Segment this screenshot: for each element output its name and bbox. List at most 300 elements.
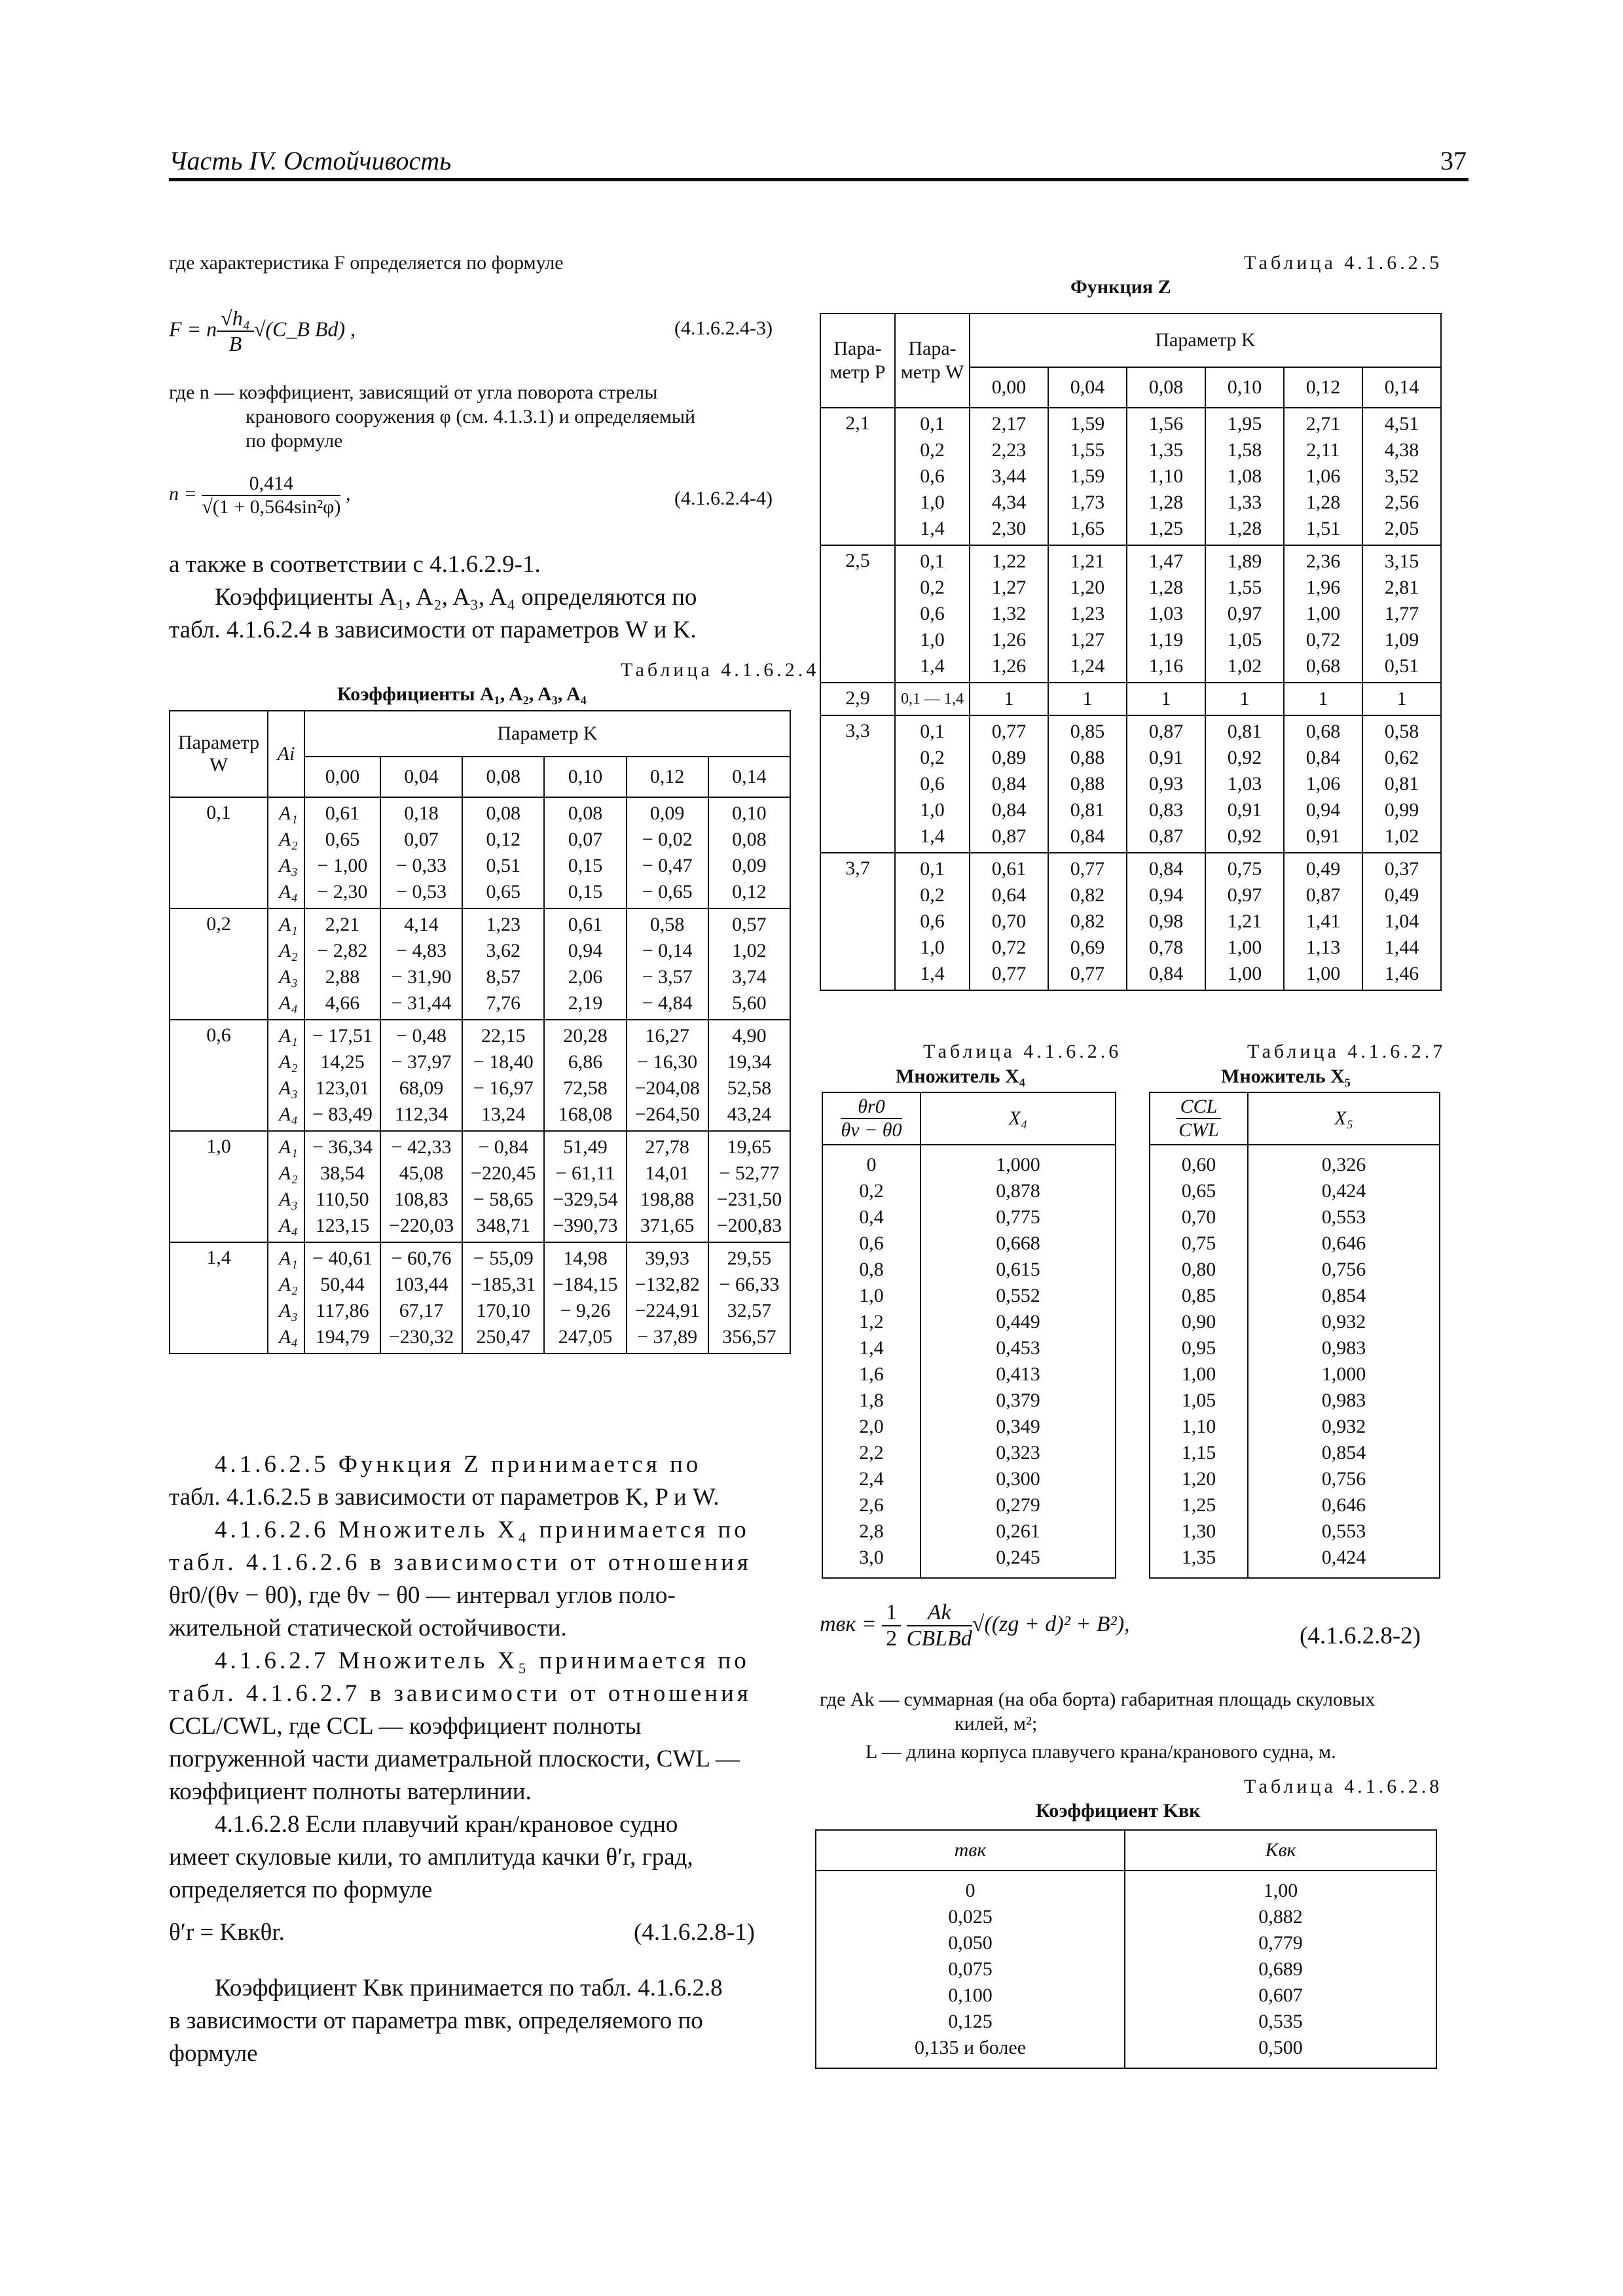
table-5-w-cell bbox=[895, 715, 970, 853]
table-6-x-cell-value: 0,300 bbox=[996, 1468, 1040, 1490]
table-4-value: − 60,76 bbox=[391, 1247, 452, 1269]
table-5-value-cell-value: 0,81 bbox=[1070, 799, 1105, 821]
table-5-p-cell: 3,7 bbox=[820, 853, 895, 990]
table-8-label: Таблица 4.1.6.2.8 bbox=[1244, 1776, 1443, 1797]
formula-f-fraction bbox=[217, 306, 254, 356]
table-7-x-cell-value: 0,553 bbox=[1321, 1520, 1366, 1542]
table-7-x-cell-value: 0,424 bbox=[1321, 1180, 1366, 1202]
table-5-k-header: 0,00 bbox=[970, 367, 1048, 408]
table-6-x-cell-value: 0,552 bbox=[996, 1285, 1040, 1306]
table-5-w-cell-value: 0,6 bbox=[920, 910, 945, 932]
table-5-value-cell-value: 0,91 bbox=[1148, 747, 1184, 768]
table-5-value-cell-value: 2,30 bbox=[991, 518, 1027, 539]
table-4-value: 14,98 bbox=[563, 1247, 608, 1269]
table-5-value-cell-value: 1,28 bbox=[1148, 492, 1184, 513]
table-4-a-label: A₂ bbox=[279, 1051, 298, 1073]
table-5-w-cell-value: 0,1 — 1,4 bbox=[901, 691, 964, 708]
table-5-p-cell: 2,1 bbox=[820, 408, 895, 545]
table-5-p-cell: 2,5 bbox=[820, 545, 895, 683]
table-6-header-den: θv − θ0 bbox=[841, 1119, 902, 1141]
table-row bbox=[170, 797, 790, 908]
table-4-value: 0,15 bbox=[568, 881, 603, 903]
table-6-ratio-cell-value: 1,8 bbox=[859, 1390, 884, 1411]
table-5-value-cell-value: 1,65 bbox=[1070, 518, 1105, 539]
formula-n bbox=[169, 473, 350, 518]
table-7-x-cell-value: 0,756 bbox=[1321, 1468, 1366, 1490]
table-8-m-cell-value: 0 bbox=[965, 1880, 976, 1901]
table-5-value-cell-value: 0,37 bbox=[1384, 858, 1419, 880]
where-n-line-3: по формуле bbox=[246, 430, 343, 452]
table-5-value-cell-value: 1,02 bbox=[1227, 655, 1262, 677]
table-5-value-cell bbox=[1284, 715, 1362, 853]
table-5-value-cell-value: 2,56 bbox=[1384, 492, 1419, 513]
table-4-value: − 36,34 bbox=[312, 1136, 373, 1158]
table-5-value-cell bbox=[1362, 408, 1441, 545]
para-7-line-4: погруженной части диаметральной плоскости, CWL — bbox=[169, 1746, 740, 1772]
table-4-value: 0,08 bbox=[568, 802, 603, 824]
table-8-k-cell-value: 0,779 bbox=[1258, 1932, 1303, 1954]
table-7-ratio-cell bbox=[1150, 1145, 1248, 1578]
table-5-value-cell-value: 0,92 bbox=[1227, 747, 1262, 768]
table-5-value-cell bbox=[1205, 853, 1284, 990]
table-5-value-cell-value: 0,94 bbox=[1148, 884, 1184, 906]
table-5-w-cell-value: 0,1 bbox=[920, 413, 945, 435]
table-5-value-cell-value: 1 bbox=[1004, 688, 1014, 709]
table-5-value-cell-value: 1,35 bbox=[1148, 439, 1184, 461]
table-7-ratio-cell-value: 0,65 bbox=[1181, 1180, 1216, 1202]
table-row bbox=[820, 853, 1441, 990]
table-5-value-cell bbox=[1205, 715, 1284, 853]
table-5-w-cell-value: 1,4 bbox=[920, 518, 945, 539]
where-n-line-1: где n — коэффициент, зависящий от угла поворота стрелы bbox=[169, 382, 658, 403]
table-5-value-cell-value: 0,81 bbox=[1384, 773, 1419, 795]
table-5-w-cell-value: 0,2 bbox=[920, 884, 945, 906]
table-5-value-cell-value: 1,00 bbox=[1227, 937, 1262, 958]
table-5-value-cell-value: 2,36 bbox=[1305, 550, 1341, 572]
table-4-a-cell bbox=[268, 1020, 304, 1131]
table-coefficients-a bbox=[169, 710, 791, 1354]
intro-text: где характеристика F определяется по формуле bbox=[169, 252, 564, 274]
equation-number-8-2: (4.1.6.2.8-2) bbox=[1300, 1623, 1421, 1649]
table-4-value: 371,65 bbox=[640, 1215, 695, 1236]
table-7-header-den: CWL bbox=[1178, 1119, 1219, 1141]
table-5-value-cell-value: 1 bbox=[1161, 688, 1171, 709]
table-4-a-label: A₁ bbox=[279, 802, 298, 824]
table-5-value-cell bbox=[1284, 683, 1362, 715]
table-4-value: −184,15 bbox=[553, 1274, 618, 1295]
table-7-x-cell-value: 0,646 bbox=[1321, 1232, 1366, 1254]
table-8-k-cell-value: 0,689 bbox=[1258, 1958, 1303, 1980]
table-4-value-cell bbox=[304, 1131, 380, 1242]
table-5-value-cell bbox=[970, 853, 1048, 990]
formula-mvk-root: √((zg + d)² + B²), bbox=[972, 1611, 1130, 1636]
table-5-value-cell-value: 2,17 bbox=[991, 413, 1027, 435]
table-4-value: 4,66 bbox=[325, 992, 360, 1014]
table-4-label: Таблица 4.1.6.2.4 bbox=[621, 659, 820, 681]
table-4-value-cell bbox=[462, 908, 544, 1020]
table-coefficient-kvk bbox=[815, 1829, 1437, 2069]
table-5-value-cell-value: 0,84 bbox=[1148, 963, 1184, 984]
table-5-value-cell-value: 1,10 bbox=[1148, 465, 1184, 487]
table-6-x-cell-value: 0,245 bbox=[996, 1547, 1040, 1568]
table-5-value-cell bbox=[1284, 853, 1362, 990]
table-5-w-cell-value: 0,1 bbox=[920, 721, 945, 742]
table-5-header-p: Пара- метр P bbox=[820, 314, 895, 408]
table-4-value: 2,88 bbox=[325, 966, 360, 988]
table-4-value: 67,17 bbox=[399, 1300, 444, 1321]
table-4-value-cell bbox=[708, 797, 790, 908]
table-5-value-cell-value: 2,23 bbox=[991, 439, 1027, 461]
table-4-value-cell bbox=[380, 908, 462, 1020]
table-4-value: −200,83 bbox=[716, 1215, 782, 1236]
table-6-header-ratio bbox=[841, 1096, 902, 1141]
table-5-header-k: Параметр K bbox=[970, 314, 1441, 367]
table-5-value-cell-value: 0,69 bbox=[1070, 937, 1105, 958]
table-4-a-label: A₁ bbox=[279, 914, 298, 935]
table-5-k-header: 0,04 bbox=[1048, 367, 1127, 408]
table-4-value: 0,51 bbox=[486, 855, 520, 876]
table-4-value: −204,08 bbox=[634, 1077, 700, 1099]
table-4-value: − 0,53 bbox=[396, 881, 447, 903]
table-4-value: 20,28 bbox=[563, 1025, 608, 1047]
table-5-value-cell-value: 0,77 bbox=[1070, 963, 1105, 984]
table-4-value: − 3,57 bbox=[642, 966, 693, 988]
table-5-w-cell-value: 0,2 bbox=[920, 577, 945, 598]
table-5-value-cell-value: 1 bbox=[1082, 688, 1093, 709]
formula-n-lhs: n = bbox=[169, 482, 197, 505]
table-4-value-cell bbox=[462, 1242, 544, 1354]
table-5-value-cell bbox=[1048, 715, 1127, 853]
table-4-value-cell bbox=[708, 908, 790, 1020]
table-4-value: 356,57 bbox=[722, 1326, 776, 1348]
table-4-a-label: A₄ bbox=[279, 1215, 298, 1236]
table-4-value: − 52,77 bbox=[719, 1162, 780, 1184]
table-5-value-cell-value: 1,03 bbox=[1227, 773, 1262, 795]
table-7-ratio-cell-value: 1,10 bbox=[1181, 1416, 1216, 1437]
table-4-value: 2,06 bbox=[568, 966, 603, 988]
table-5-value-cell-value: 1,26 bbox=[991, 655, 1027, 677]
table-5-w-cell-value: 0,6 bbox=[920, 603, 945, 624]
table-4-value-cell bbox=[380, 1020, 462, 1131]
table-4-a-cell bbox=[268, 908, 304, 1020]
table-4-value: 247,05 bbox=[558, 1326, 613, 1348]
table-4-value: 1,23 bbox=[486, 914, 520, 935]
table-5-value-cell-value: 1,32 bbox=[991, 603, 1027, 624]
table-4-value: − 31,44 bbox=[391, 992, 452, 1014]
table-7-x-cell-value: 1,000 bbox=[1321, 1363, 1366, 1385]
table-4-w-cell: 1,4 bbox=[170, 1242, 268, 1354]
table-4-value: 198,88 bbox=[640, 1189, 695, 1210]
table-5-value-cell-value: 1,22 bbox=[991, 550, 1027, 572]
table-5-w-cell bbox=[895, 683, 970, 715]
para-7-line-1: 4.1.6.2.7 Множитель X₅ принимается по bbox=[215, 1647, 750, 1674]
table-5-value-cell-value: 0,68 bbox=[1305, 655, 1341, 677]
table-4-value: 3,74 bbox=[732, 966, 767, 988]
table-4-value: 194,79 bbox=[315, 1326, 370, 1348]
table-4-value-cell bbox=[708, 1242, 790, 1354]
table-4-value: 0,61 bbox=[325, 802, 360, 824]
table-4-value: − 0,47 bbox=[642, 855, 693, 876]
table-4-value: − 17,51 bbox=[312, 1025, 373, 1047]
table-4-k-header: 0,14 bbox=[708, 757, 790, 797]
running-header-title: Часть IV. Остойчивость bbox=[169, 146, 452, 175]
table-4-header-a: Ai bbox=[268, 711, 304, 797]
table-4-value-cell bbox=[304, 797, 380, 908]
table-4-value: − 58,65 bbox=[473, 1189, 534, 1210]
para-7-line-5: коэффициент полноты ватерлинии. bbox=[169, 1778, 532, 1805]
table-5-w-cell-value: 0,1 bbox=[920, 858, 945, 880]
table-4-value: − 2,82 bbox=[317, 940, 368, 961]
para-6-line-4: жительной статической остойчивости. bbox=[169, 1615, 567, 1641]
table-5-value-cell-value: 0,88 bbox=[1070, 773, 1105, 795]
table-4-value: 0,18 bbox=[404, 802, 439, 824]
table-5-value-cell bbox=[1127, 715, 1205, 853]
table-4-value: 0,12 bbox=[486, 829, 520, 850]
table-4-value: 170,10 bbox=[476, 1300, 530, 1321]
table-row bbox=[820, 408, 1441, 545]
table-multiplier-x4 bbox=[822, 1092, 1116, 1579]
table-5-value-cell bbox=[1048, 853, 1127, 990]
table-4-value: −220,45 bbox=[471, 1162, 536, 1184]
table-6-ratio-cell-value: 0,2 bbox=[859, 1180, 884, 1202]
table-4-value-cell bbox=[627, 1242, 708, 1354]
table-5-value-cell-value: 2,11 bbox=[1306, 439, 1340, 461]
table-7-x-cell-value: 0,932 bbox=[1321, 1311, 1366, 1333]
table-5-value-cell-value: 1,59 bbox=[1070, 465, 1105, 487]
table-4-value: 103,44 bbox=[394, 1274, 448, 1295]
table-4-value: −390,73 bbox=[553, 1215, 618, 1236]
table-5-value-cell-value: 1 bbox=[1239, 688, 1250, 709]
table-5-value-cell-value: 2,05 bbox=[1384, 518, 1419, 539]
table-5-value-cell-value: 1,24 bbox=[1070, 655, 1105, 677]
table-4-value: 0,65 bbox=[325, 829, 360, 850]
table-7-ratio-cell-value: 0,85 bbox=[1181, 1285, 1216, 1306]
table-6-ratio-cell-value: 2,8 bbox=[859, 1520, 884, 1542]
table-4-value-cell bbox=[627, 908, 708, 1020]
table-4-value: 72,58 bbox=[563, 1077, 608, 1099]
table-7-x-cell bbox=[1248, 1145, 1440, 1578]
table-4-w-cell: 0,1 bbox=[170, 797, 268, 908]
table-5-p-cell: 3,3 bbox=[820, 715, 895, 853]
table-5-value-cell-value: 0,88 bbox=[1070, 747, 1105, 768]
table-5-value-cell-value: 1,04 bbox=[1384, 910, 1419, 932]
table-5-k-header: 0,14 bbox=[1362, 367, 1441, 408]
table-4-value: 0,10 bbox=[732, 802, 767, 824]
table-4-value: 52,58 bbox=[727, 1077, 772, 1099]
table-4-value: 14,01 bbox=[645, 1162, 689, 1184]
table-5-value-cell-value: 0,97 bbox=[1227, 884, 1262, 906]
table-row bbox=[170, 1242, 790, 1354]
formula-n-fraction bbox=[202, 473, 340, 518]
table-7-ratio-cell-value: 0,60 bbox=[1181, 1154, 1216, 1175]
table-5-w-cell-value: 1,0 bbox=[920, 937, 945, 958]
table-4-value: − 0,48 bbox=[396, 1025, 447, 1047]
table-5-label: Таблица 4.1.6.2.5 bbox=[1244, 252, 1443, 274]
table-4-a-cell bbox=[268, 1131, 304, 1242]
table-4-value: 50,44 bbox=[320, 1274, 365, 1295]
table-5-value-cell-value: 1,47 bbox=[1148, 550, 1184, 572]
table-4-value: 0,08 bbox=[732, 829, 767, 850]
para-8-line-1: 4.1.6.2.8 Если плавучий кран/крановое судно bbox=[215, 1811, 678, 1838]
table-7-title: Множитель X₅ bbox=[1221, 1066, 1351, 1087]
table-7-label: Таблица 4.1.6.2.7 bbox=[1247, 1041, 1446, 1062]
table-5-value-cell bbox=[1205, 408, 1284, 545]
table-4-value-cell bbox=[627, 1020, 708, 1131]
table-5-value-cell-value: 0,81 bbox=[1227, 721, 1262, 742]
table-4-value: − 83,49 bbox=[312, 1103, 373, 1125]
table-5-value-cell-value: 0,97 bbox=[1227, 603, 1262, 624]
table-5-value-cell-value: 1,58 bbox=[1227, 439, 1262, 461]
table-6-ratio-cell-value: 0,4 bbox=[859, 1206, 884, 1228]
table-5-value-cell-value: 1,77 bbox=[1384, 603, 1419, 624]
table-4-value: 0,09 bbox=[649, 802, 685, 824]
table-8-m-cell-value: 0,050 bbox=[948, 1932, 993, 1954]
table-4-a-label: A₄ bbox=[279, 1103, 298, 1125]
table-body-row bbox=[1150, 1145, 1440, 1578]
table-4-a-label: A₄ bbox=[279, 1326, 298, 1348]
table-4-value: 0,12 bbox=[732, 881, 767, 903]
table-5-value-cell-value: 3,44 bbox=[991, 465, 1027, 487]
table-6-ratio-cell bbox=[822, 1145, 921, 1578]
table-4-value-cell bbox=[380, 1242, 462, 1354]
table-5-k-header: 0,12 bbox=[1284, 367, 1362, 408]
table-body-row bbox=[822, 1145, 1116, 1578]
table-4-value-cell bbox=[462, 1020, 544, 1131]
table-4-value: 45,08 bbox=[399, 1162, 444, 1184]
table-multiplier-x5 bbox=[1149, 1092, 1440, 1579]
table-4-value: 32,57 bbox=[727, 1300, 772, 1321]
table-4-value: − 16,30 bbox=[637, 1051, 698, 1073]
table-4-value: 6,86 bbox=[568, 1051, 603, 1073]
table-6-x-cell-value: 1,000 bbox=[996, 1154, 1040, 1175]
table-4-w-cell: 0,6 bbox=[170, 1020, 268, 1131]
table-5-w-cell-value: 1,0 bbox=[920, 492, 945, 513]
table-5-k-header: 0,08 bbox=[1127, 367, 1205, 408]
table-5-value-cell-value: 1,16 bbox=[1148, 655, 1184, 677]
table-5-value-cell-value: 1,05 bbox=[1227, 629, 1262, 651]
table-4-value: − 37,89 bbox=[637, 1326, 698, 1348]
formula-mvk-f2-den: CBLBd bbox=[906, 1626, 972, 1651]
table-4-value: 123,01 bbox=[315, 1077, 370, 1099]
table-4-value-cell bbox=[380, 797, 462, 908]
table-5-value-cell bbox=[970, 715, 1048, 853]
table-7-ratio-cell-value: 0,90 bbox=[1181, 1311, 1216, 1333]
para-6-line-3: θr0/(θv − θ0), где θv − θ0 — интервал углов поло- bbox=[169, 1582, 676, 1609]
table-7-ratio-cell-value: 1,05 bbox=[1181, 1390, 1216, 1411]
table-4-value: − 0,14 bbox=[642, 940, 693, 961]
table-4-k-header: 0,10 bbox=[544, 757, 626, 797]
table-6-ratio-cell-value: 0,6 bbox=[859, 1232, 884, 1254]
table-6-ratio-cell-value: 1,0 bbox=[859, 1285, 884, 1306]
table-4-value: 0,09 bbox=[732, 855, 767, 876]
table-5-value-cell-value: 1 bbox=[1318, 688, 1328, 709]
table-4-value: − 61,11 bbox=[555, 1162, 615, 1184]
table-5-w-cell-value: 1,0 bbox=[920, 799, 945, 821]
table-7-header-ratio bbox=[1176, 1096, 1222, 1141]
table-8-title: Коэффициент Kвк bbox=[1036, 1800, 1201, 1821]
table-5-value-cell-value: 0,91 bbox=[1305, 825, 1341, 847]
table-4-value: − 1,00 bbox=[317, 855, 368, 876]
formula-n-den: √(1 + 0,564sin²φ) bbox=[202, 496, 341, 518]
table-8-k-cell-value: 0,535 bbox=[1258, 2011, 1303, 2032]
table-4-a-label: A₂ bbox=[279, 940, 298, 961]
table-6-x-cell-value: 0,615 bbox=[996, 1259, 1040, 1280]
table-5-value-cell-value: 1,28 bbox=[1148, 577, 1184, 598]
table-6-ratio-cell-value: 1,6 bbox=[859, 1363, 884, 1385]
table-5-value-cell-value: 0,84 bbox=[991, 799, 1027, 821]
table-7-ratio-cell-value: 0,80 bbox=[1181, 1259, 1216, 1280]
table-7-ratio-cell-value: 1,35 bbox=[1181, 1547, 1216, 1568]
table-5-value-cell-value: 1,21 bbox=[1070, 550, 1105, 572]
table-7-x-cell-value: 0,932 bbox=[1321, 1416, 1366, 1437]
formula-mvk bbox=[820, 1600, 1130, 1651]
table-4-a-label: A₁ bbox=[279, 1025, 298, 1047]
table-4-value-cell bbox=[544, 1131, 626, 1242]
table-5-w-cell-value: 1,4 bbox=[920, 655, 945, 677]
table-row bbox=[820, 545, 1441, 683]
table-7-x-cell-value: 0,326 bbox=[1321, 1154, 1366, 1175]
table-4-value: 8,57 bbox=[486, 966, 520, 988]
table-4-a-label: A₄ bbox=[279, 881, 298, 903]
table-5-value-cell-value: 1,33 bbox=[1227, 492, 1262, 513]
table-4-value: 39,93 bbox=[645, 1247, 689, 1269]
formula-f bbox=[169, 306, 356, 356]
table-5-value-cell-value: 0,83 bbox=[1148, 799, 1184, 821]
table-4-value: − 9,26 bbox=[560, 1300, 611, 1321]
page-number: 37 bbox=[1440, 146, 1467, 175]
table-5-value-cell-value: 1,46 bbox=[1384, 963, 1419, 984]
formula-mvk-lhs: mвк = bbox=[820, 1611, 877, 1636]
table-5-value-cell-value: 1,27 bbox=[1070, 629, 1105, 651]
table-6-x-cell-value: 0,775 bbox=[996, 1206, 1040, 1228]
table-5-value-cell-value: 1,09 bbox=[1384, 629, 1419, 651]
formula-f-lhs: F = n bbox=[169, 317, 217, 341]
table-5-w-cell-value: 0,2 bbox=[920, 439, 945, 461]
table-4-value: 117,86 bbox=[316, 1300, 369, 1321]
table-5-value-cell bbox=[1127, 853, 1205, 990]
table-5-value-cell-value: 0,92 bbox=[1227, 825, 1262, 847]
k-text-line-2: в зависимости от параметра mвк, определяемого по bbox=[169, 2007, 703, 2034]
table-6-x-cell-value: 0,449 bbox=[996, 1311, 1040, 1333]
table-4-value: −220,03 bbox=[388, 1215, 454, 1236]
table-5-value-cell-value: 1,95 bbox=[1227, 413, 1262, 435]
table-5-value-cell bbox=[1127, 683, 1205, 715]
para-5-line-1: 4.1.6.2.5 Функция Z принимается по bbox=[215, 1451, 702, 1478]
table-6-x-cell-value: 0,379 bbox=[996, 1390, 1040, 1411]
table-4-w-cell: 1,0 bbox=[170, 1131, 268, 1242]
formula-mvk-f2-num: Ak bbox=[907, 1600, 972, 1626]
table-row bbox=[820, 715, 1441, 853]
table-4-value: − 4,83 bbox=[396, 940, 447, 961]
table-5-w-cell-value: 0,1 bbox=[920, 550, 945, 572]
table-6-ratio-cell-value: 1,4 bbox=[859, 1337, 884, 1359]
table-5-value-cell-value: 1,73 bbox=[1070, 492, 1105, 513]
table-5-value-cell-value: 1,13 bbox=[1305, 937, 1341, 958]
table-5-value-cell-value: 1,41 bbox=[1305, 910, 1341, 932]
table-4-value-cell bbox=[627, 1131, 708, 1242]
table-4-value: − 66,33 bbox=[719, 1274, 780, 1295]
table-5-value-cell-value: 1,55 bbox=[1070, 439, 1105, 461]
table-5-value-cell bbox=[970, 683, 1048, 715]
table-4-value: − 42,33 bbox=[391, 1136, 452, 1158]
table-8-k-cell-value: 0,500 bbox=[1258, 2037, 1303, 2058]
table-5-value-cell bbox=[1362, 545, 1441, 683]
table-4-value-cell bbox=[708, 1020, 790, 1131]
table-5-value-cell-value: 1,89 bbox=[1227, 550, 1262, 572]
table-5-value-cell-value: 1,00 bbox=[1227, 963, 1262, 984]
formula-n-comma: , bbox=[345, 482, 351, 505]
table-5-value-cell bbox=[1284, 408, 1362, 545]
